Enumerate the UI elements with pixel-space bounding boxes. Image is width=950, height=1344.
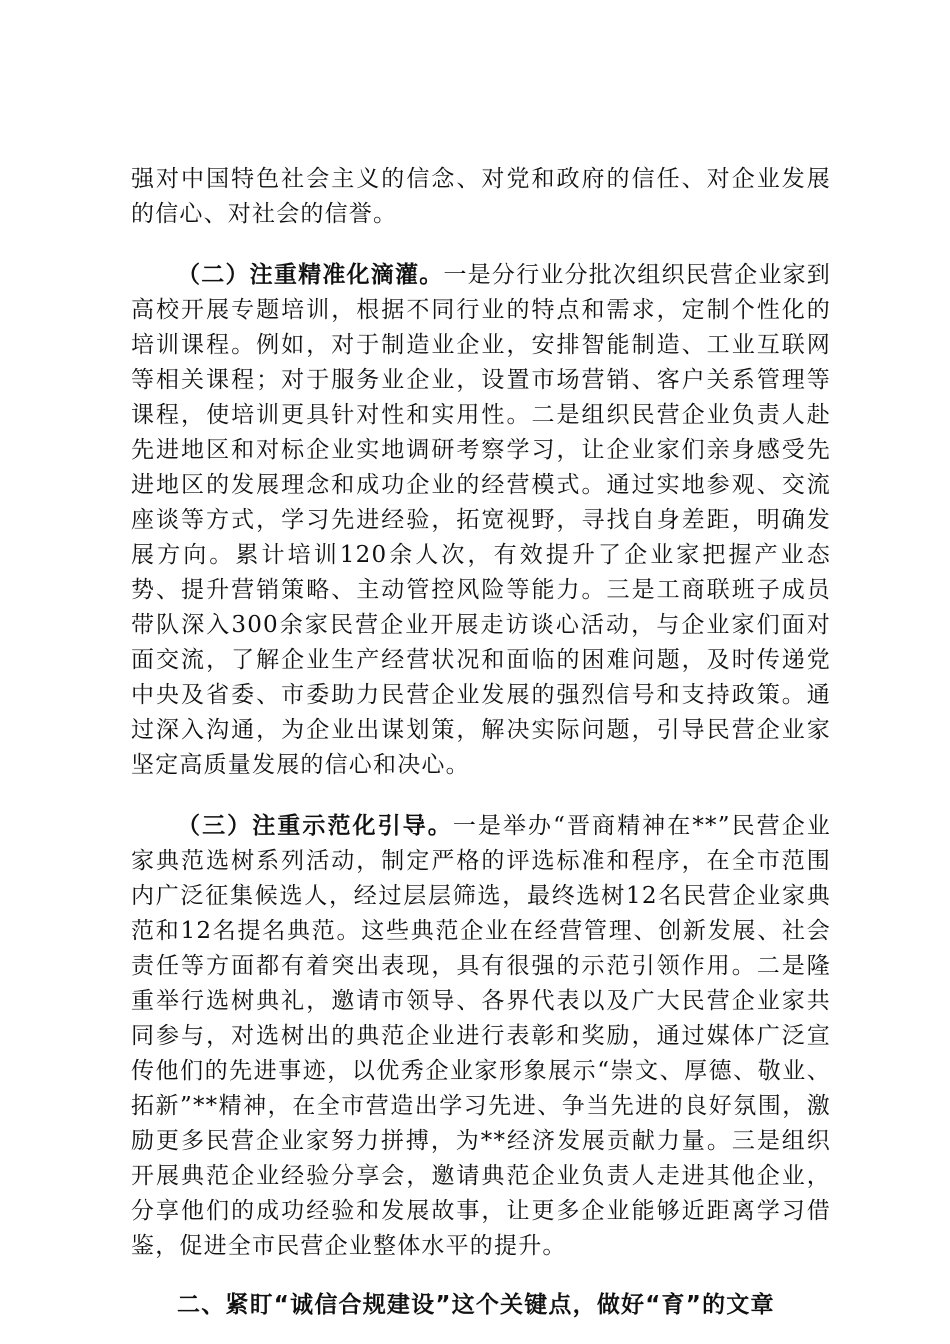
section-3-lead: （三）注重示范化引导。 [177,813,453,839]
document-page [131,162,831,1323]
section-heading: 二、紧盯“诚信合规建设”这个关键点，做好“育”的文章 [177,1292,775,1318]
section-3-body: 一是举办“晋商精神在**”民营企业家典范选树系列活动，制定严格的评选标准和程序，在全市范围内广泛征集候选人，经过层层筛选，最终选树12名民营企业家典范和12名提名典范。这些典范企业在经营管理、创新发展、社会责任等方面都有着突出表现，具有很强的示范引领作用。二是隆重举行选树典礼，邀请市领导、各界代表以及广大民营企业家共同参与，对选树出的典范企业进行表彰和奖励，通过媒体广泛宣传他们的先进事迹，以优秀企业家形象展示“崇文、厚德、敬业、拓新”**精神，在全市营造出学习先进、争当先进的良好氛围，激励更多民营企业家努力拼搏，为**经济发展贡献力量。三是组织开展典范企业经验分享会，邀请典范企业负责人走进其他企业，分享他们的成功经验和发展故事，让更多企业能够近距离学习借鉴，促进全市民营企业整体水平的提升。 [131,813,831,1259]
section-3-paragraph [131,809,831,1264]
continuation-paragraph: 强对中国特色社会主义的信念、对党和政府的信任、对企业发展的信心、对社会的信誉。 [131,166,831,227]
section-2-paragraph [131,258,831,783]
section-2-lead: （二）注重精准化滴灌。 [177,262,444,288]
section-2-body: 一是分行业分批次组织民营企业家到高校开展专题培训，根据不同行业的特点和需求，定制个性化的培训课程。例如，对于制造业企业，安排智能制造、工业互联网等相关课程；对于服务业企业，设置市场营销、客户关系管理等课程，使培训更具针对性和实用性。二是组织民营企业负责人赴先进地区和对标企业实地调研考察学习，让企业家们亲身感受先进地区的发展理念和成功企业的经营模式。通过实地参观、交流座谈等方式，学习先进经验，拓宽视野，寻找自身差距，明确发展方向。累计培训120余人次，有效提升了企业家把握产业态势、提升营销策略、主动管控风险等能力。三是工商联班子成员带队深入300余家民营企业开展走访谈心活动，与企业家们面对面交流，了解企业生产经营状况和面临的困难问题，及时传递党中央及省委、市委助力民营企业发展的强烈信号和支持政策。通过深入沟通，为企业出谋划策，解决实际问题，引导民营企业家坚定高质量发展的信心和决心。 [131,262,831,778]
